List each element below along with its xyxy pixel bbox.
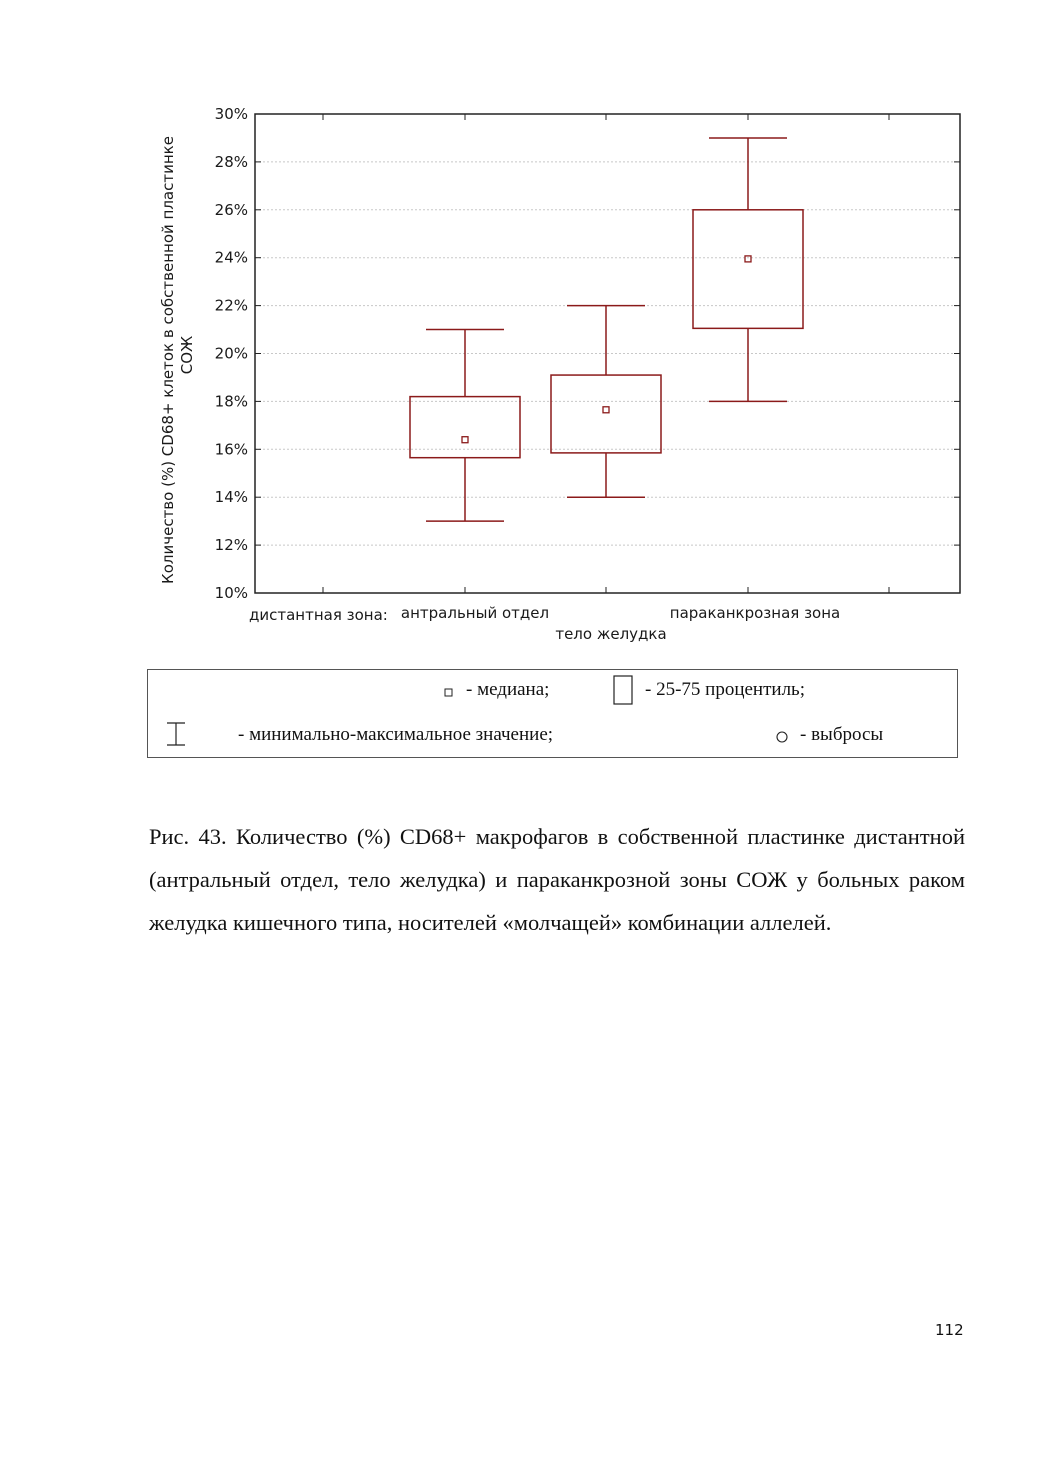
y-axis-label-line-1: Количество (%) CD68+ клеток в собственной пластинке	[159, 136, 177, 584]
legend-minmax-label: - минимально-максимальное значение;	[238, 724, 554, 745]
box-1	[410, 330, 520, 522]
legend-median-label: - медиана;	[466, 679, 550, 700]
y-tick-label: 28%	[214, 152, 248, 171]
iqr-box	[693, 210, 803, 329]
page-number: 112	[935, 1321, 964, 1339]
x-category-label: антральный отдел	[400, 604, 550, 622]
median-symbol-icon	[444, 688, 454, 698]
box-plot-chart	[0, 0, 1039, 660]
outlier-circle-icon	[775, 730, 789, 744]
x-category-label: параканкрозная зона	[669, 604, 841, 622]
grid-lines	[255, 162, 960, 545]
percentile-box-icon	[613, 675, 635, 707]
figure-caption: Рис. 43. Количество (%) CD68+ макрофагов в собственной пластинке дистантной (антральный отдел, тело желудка) и параканкрозной зоны СОЖ у больных раком желудка кишечного типа, носителей «молчащей» комбинации аллелей.	[149, 824, 965, 935]
box-plots	[410, 138, 803, 521]
legend-box	[147, 669, 958, 758]
y-tick-label: 18%	[214, 392, 248, 411]
x-category-label: тело желудка	[555, 625, 667, 643]
y-tick-label: 22%	[214, 296, 248, 315]
y-axis-label-line-2: СОЖ	[178, 335, 196, 375]
median-marker	[745, 256, 751, 262]
y-tick-label: 20%	[214, 344, 248, 363]
y-tick-label: 16%	[214, 440, 248, 459]
y-tick-label: 24%	[214, 248, 248, 267]
iqr-box	[551, 375, 661, 453]
whisker-range-icon	[165, 721, 187, 749]
x-group-label: дистантная зона:	[249, 606, 388, 624]
box-3	[693, 138, 803, 401]
y-tick-label: 30%	[214, 105, 248, 123]
y-tick-label: 12%	[214, 536, 248, 555]
legend-percentile-label: - 25-75 процентиль;	[645, 679, 805, 700]
legend-outliers-label: - выбросы	[800, 724, 884, 745]
x-axis-labels	[249, 604, 840, 643]
y-tick-label: 26%	[214, 200, 248, 219]
iqr-box	[410, 397, 520, 458]
median-marker	[462, 437, 468, 443]
y-tick-label: 10%	[214, 584, 248, 602]
y-tick-label: 14%	[214, 488, 248, 507]
median-marker	[603, 407, 609, 413]
